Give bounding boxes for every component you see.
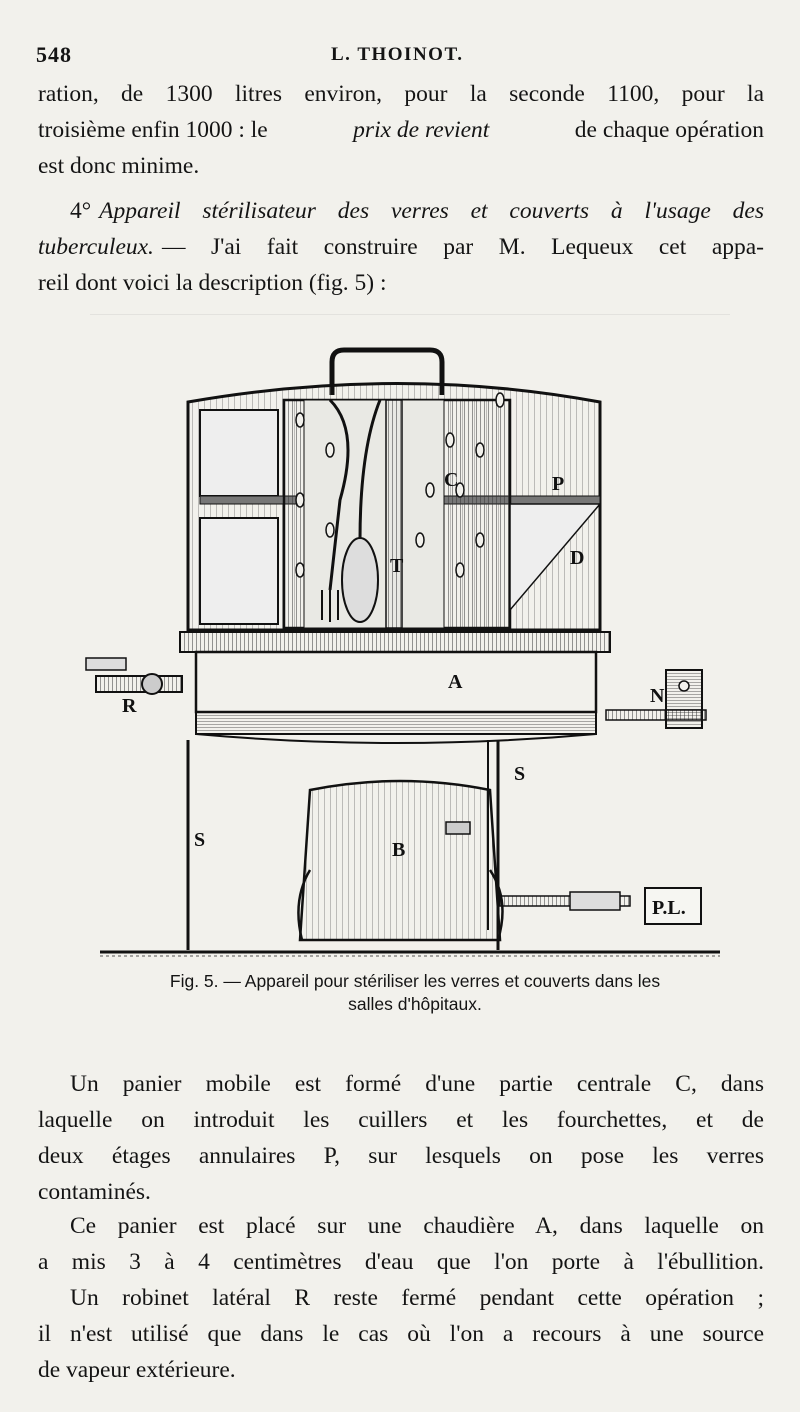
- apparatus-figure: [60, 340, 760, 960]
- tap-R-handle: [86, 658, 126, 670]
- label-PL: P.L.: [652, 897, 686, 919]
- boiler-A: [196, 652, 596, 712]
- section-4-title-line: [38, 193, 764, 229]
- label-S-left: S: [194, 829, 206, 851]
- gauge-N: [666, 670, 702, 728]
- tap-R-valve: [142, 674, 162, 694]
- label-B: B: [392, 839, 406, 861]
- p3-line-1: Un robinet latéral R reste fermé pendant cette opération ;: [70, 1285, 764, 1311]
- label-T: T: [390, 555, 404, 577]
- label-N: N: [650, 685, 665, 707]
- p1-line-2: laquelle on introduit les cuillers et les fourchettes, et de: [38, 1107, 764, 1133]
- page-header: [36, 40, 770, 70]
- p2-line-2: a mis 3 à 4 centimètres d'eau que l'on porte à l'ébullition.: [38, 1249, 764, 1275]
- caption-line-1: Fig. 5. — Appareil pour stériliser les verres et couverts dans les: [169, 971, 661, 991]
- paragraph-2: [38, 1208, 764, 1280]
- p1-line-4: contaminés.: [38, 1179, 151, 1205]
- intro-line-2: troisième enfin 1000 : le prix de revient de chaque opération: [38, 112, 764, 148]
- label-R: R: [122, 695, 137, 717]
- section-number: 4°: [70, 198, 92, 224]
- section-title-part-2: tuberculeux.: [38, 234, 154, 260]
- section-text-2: reil dont voici la description (fig. 5) :: [38, 270, 387, 296]
- boiler-water: [196, 712, 596, 734]
- bleed-through-shadow: [90, 300, 730, 315]
- tube-T: [386, 400, 402, 628]
- p3-line-3: de vapeur extérieure.: [38, 1357, 236, 1383]
- p3-line-2: il n'est utilisé que dans le cas où l'on a recours à une source: [38, 1321, 764, 1347]
- spoon-bowl: [342, 538, 378, 622]
- label-P: P: [552, 473, 565, 495]
- paragraph-3: [38, 1280, 764, 1388]
- p1-line-1: Un panier mobile est formé d'une partie centrale C, dans: [70, 1071, 764, 1097]
- label-S-right: S: [514, 763, 526, 785]
- label-A: A: [448, 671, 463, 693]
- p1-line-3: deux étages annulaires P, sur lesquels on pose les verres: [38, 1143, 764, 1169]
- sterilizer-illustration: [60, 340, 760, 960]
- figure-caption: [70, 970, 760, 1016]
- tap-R-pipe: [96, 676, 182, 692]
- intro-line-1: ration, de 1300 litres environ, pour la seconde 1100, pour la: [38, 81, 764, 107]
- running-head: L. THOINOT.: [331, 44, 464, 65]
- glass-upper-left: [200, 410, 278, 496]
- intro-paragraph: [38, 76, 764, 184]
- section-title-part-1: Appareil stérilisateur des verres et couverts à l'usage des: [99, 198, 764, 224]
- italic-phrase: prix de revient: [353, 117, 490, 143]
- intro-line-3: est donc minime.: [38, 153, 200, 179]
- paragraph-1: [38, 1066, 764, 1210]
- caption-line-2: salles d'hôpitaux.: [348, 994, 482, 1014]
- boiler-bottom: [196, 734, 596, 743]
- burner-knob: [446, 822, 470, 834]
- section-4: [38, 193, 764, 301]
- label-C: C: [444, 469, 459, 491]
- page-number: 548: [36, 42, 72, 67]
- label-D: D: [570, 547, 585, 569]
- boiler-rim: [180, 632, 610, 652]
- glass-lower-left: [200, 518, 278, 624]
- section-text-1: — J'ai fait construire par M. Lequeux cet appa-: [161, 234, 764, 260]
- p2-line-1: Ce panier est placé sur une chaudière A, dans laquelle on: [70, 1213, 764, 1239]
- section-4-line-2: [38, 229, 764, 265]
